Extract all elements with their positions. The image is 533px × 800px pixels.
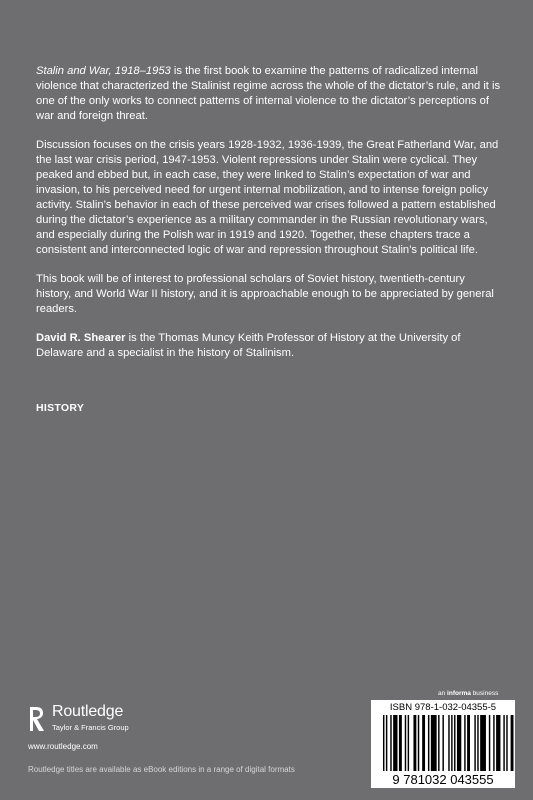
isbn-label: ISBN 978-1-032-04355-5	[389, 702, 497, 713]
barcode-bar	[438, 715, 439, 771]
barcode-bar	[496, 715, 500, 771]
barcode-bar	[464, 715, 465, 771]
barcode-bar	[386, 715, 387, 771]
blurb-paragraph-1	[36, 64, 502, 124]
informa-tagline: an informa business	[438, 690, 499, 697]
blurb-paragraph-3: This book will be of interest to professional scholars of Soviet history, twentieth-century history, and World War II history, and it is approachable enough to be appreciated by general readers.	[36, 273, 494, 315]
barcode-bar	[511, 715, 514, 771]
barcode-bar	[393, 715, 397, 771]
barcode-bar	[503, 715, 504, 771]
barcode-bar	[442, 715, 443, 771]
barcode-bar	[383, 715, 384, 771]
barcode-bar	[506, 715, 507, 771]
barcode-bar	[480, 715, 486, 771]
barcode-bar	[399, 715, 402, 771]
barcode-bar	[457, 715, 461, 771]
barcode-bar	[390, 715, 391, 771]
ebook-note: Routledge titles are available as eBook editions in a range of digital formats	[28, 765, 295, 774]
barcode-bar	[422, 715, 425, 771]
publisher-logo	[28, 705, 188, 753]
back-cover-blurb	[36, 64, 502, 375]
barcode-bar	[448, 715, 449, 771]
barcode-bar	[405, 715, 406, 771]
barcode-bar	[489, 715, 490, 771]
author-name: David R. Shearer	[36, 332, 126, 344]
barcode-bar	[413, 715, 416, 771]
barcode-bar	[418, 715, 419, 771]
subject-category: HISTORY	[36, 402, 85, 414]
barcode-bar	[477, 715, 478, 771]
blurb-paragraph-1-text: is the first book to examine the patterns of radicalized internal violence that characterized the Stalinist regime across the whole of the dictator’s rule, and it is one of the only works to connect patterns of internal violence to the dictator’s perceptions of war and foreign threat.	[36, 65, 501, 122]
barcode-bar	[474, 715, 475, 771]
publisher-url: www.routledge.com	[28, 742, 98, 751]
author-bio	[36, 331, 502, 361]
barcode-digits: 9 781032 043555	[392, 772, 494, 787]
blurb-paragraph-2: Discussion focuses on the crisis years 1928-1932, 1936-1939, the Great Fatherland War, and the last war crisis period, 1947-1953. Violent repressions under Stalin were cyclical. They peaked and ebbed but, in each case, they were linked to Stalin’s expectation of war and invasion, to his perceived need for urgent internal mobilization, and to intense foreign policy activity. Stalin’s behavior in each of these perceived war crises followed a pattern established during the dictator’s experience as a military commander in the Russian revolutionary wars, and especially during the Polish war in 1919 and 1920. Together, these chapters trace a consistent and interconnected logic of war and repression throughout Stalin’s political life.	[36, 139, 499, 256]
publisher-name: Routledge	[52, 703, 124, 720]
barcode-bar	[431, 715, 437, 771]
barcode-bar	[467, 715, 470, 771]
author-bio-text: is the Thomas Muncy Keith Professor of History at the University of Delaware and a specialist in the history of Stalinism.	[36, 332, 461, 359]
barcode-bar	[428, 715, 429, 771]
informa-brand: informa	[447, 690, 471, 697]
barcode-bar	[451, 715, 452, 771]
book-title: Stalin and War, 1918–1953	[36, 65, 171, 77]
barcode-bar	[408, 715, 409, 771]
barcode-bar	[454, 715, 455, 771]
isbn-barcode	[371, 700, 515, 788]
routledge-logo-icon	[28, 705, 48, 733]
publisher-group: Taylor & Francis Group	[52, 723, 129, 732]
barcode-graphic	[371, 700, 515, 788]
barcode-bar	[493, 715, 494, 771]
